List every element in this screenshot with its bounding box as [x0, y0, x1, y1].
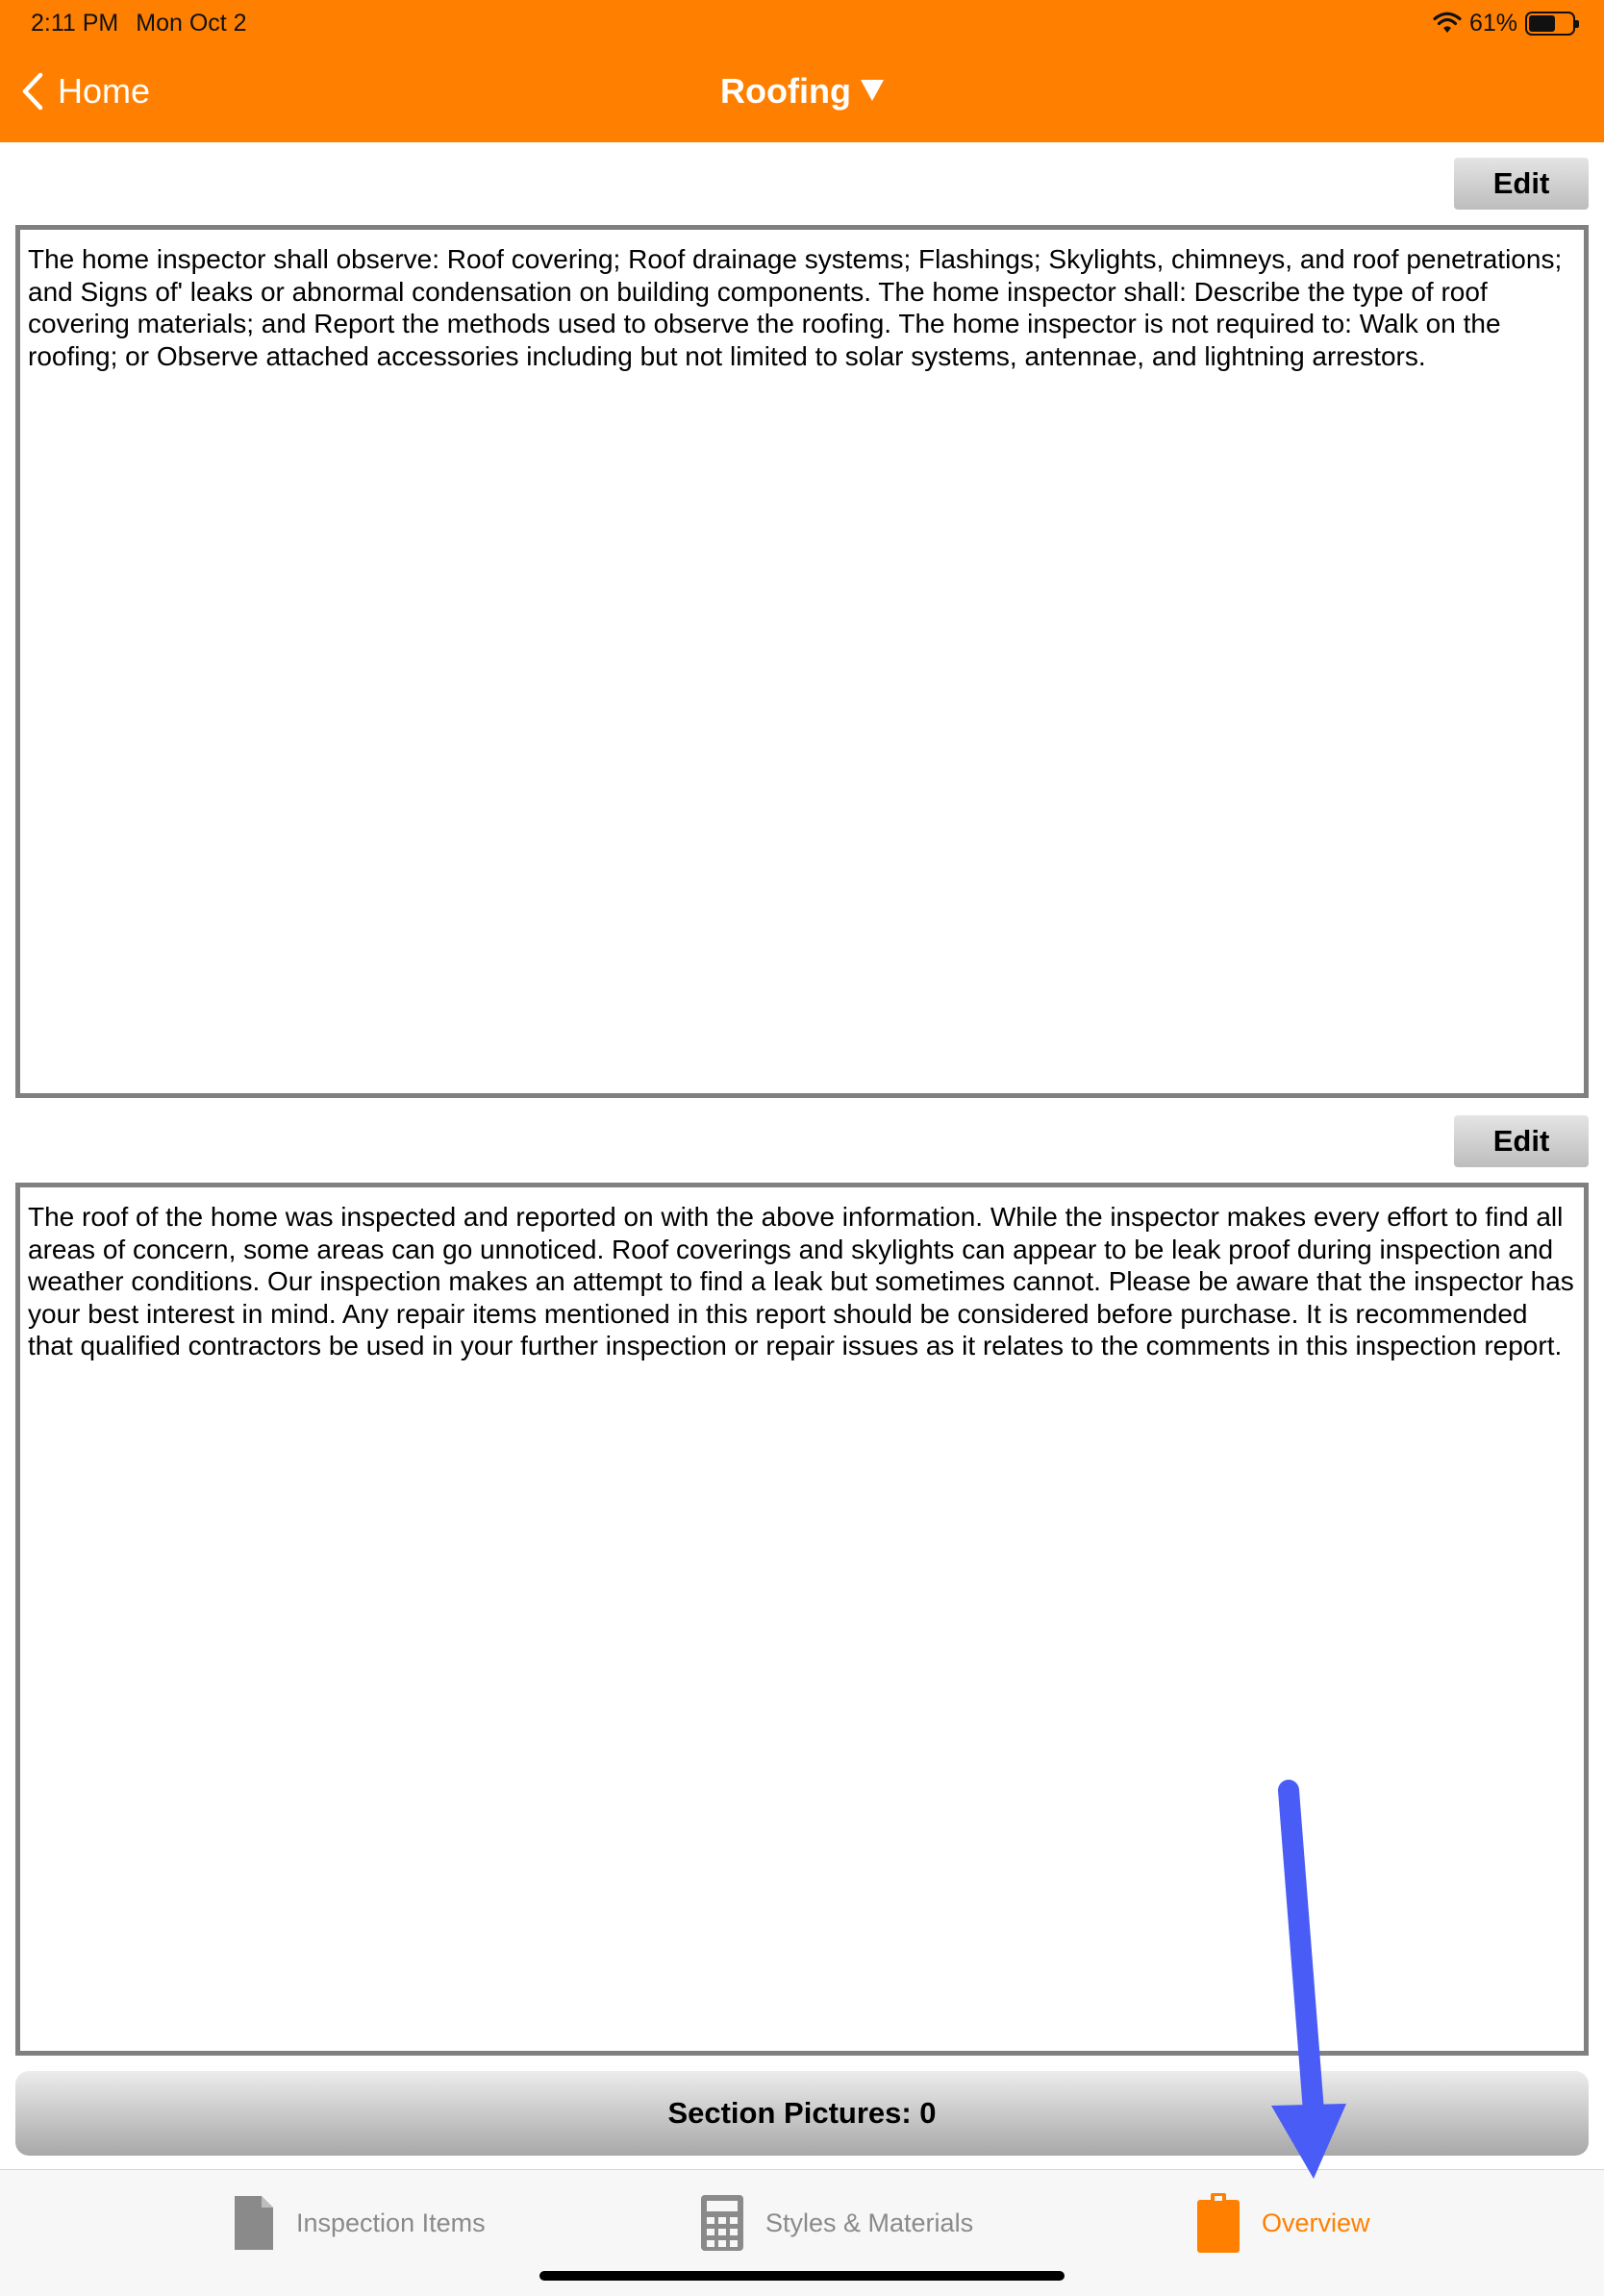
- status-date: Mon Oct 2: [136, 10, 247, 37]
- tab-overview[interactable]: [1196, 2189, 1370, 2257]
- tab-bar: [0, 2169, 1604, 2296]
- caret-down-icon: [861, 80, 884, 101]
- clipboard-icon: [1196, 2192, 1241, 2254]
- comments-text-box[interactable]: [15, 1183, 1589, 2056]
- battery-icon: [1525, 12, 1575, 36]
- status-indicators: [1433, 8, 1575, 38]
- status-clock: 2:11 PM: [31, 10, 119, 37]
- home-indicator: [539, 2271, 1065, 2281]
- standards-text-box[interactable]: [15, 225, 1589, 1098]
- standards-text: The home inspector shall observe: Roof covering; Roof drainage systems; Flashings; Skylights, chimneys, and roof penetrations; and Signs of' leaks or abnormal condensation on building components. The home inspector shall: Describe the type of roof covering materials; and Report the methods used to observe the roofing. The home inspector is not required to: Walk on the roofing; or Observe attached accessories including but not limited to solar systems, antennae, and lightning arrestors.: [28, 244, 1563, 371]
- document-icon: [233, 2194, 275, 2252]
- tab-inspection-items-label: Inspection Items: [296, 2208, 486, 2237]
- wifi-icon: [1433, 12, 1462, 35]
- tab-styles-materials-label: Styles & Materials: [765, 2208, 974, 2237]
- tab-overview-label: Overview: [1262, 2208, 1370, 2237]
- calculator-icon: [700, 2194, 744, 2252]
- top-bar: [0, 0, 1604, 142]
- edit-button-comments[interactable]: Edit: [1454, 1115, 1589, 1167]
- section-title-dropdown[interactable]: [0, 71, 1604, 112]
- page-title: Roofing: [720, 71, 851, 111]
- tab-styles-materials[interactable]: [700, 2189, 973, 2257]
- battery-percent: 61%: [1468, 9, 1517, 37]
- battery-fill: [1529, 15, 1555, 32]
- comments-text: The roof of the home was inspected and reported on with the above information. While the inspector makes every effort to find all areas of concern, some areas can go unnoticed. Roof coverings and skylights can appear to be leak proof during inspection and weather conditions. Our inspection makes an attempt to find a leak but sometimes cannot. Please be aware that the inspector has your best interest in mind. Any repair items mentioned in this report should be considered before purchase. It is recommended that qualified contractors be used in your further inspection or repair issues as it relates to the comments in this inspection report.: [28, 1202, 1574, 1360]
- status-time: [31, 10, 264, 37]
- back-label: Home: [58, 71, 151, 111]
- section-pictures-button[interactable]: Section Pictures: 0: [15, 2071, 1589, 2156]
- tab-inspection-items[interactable]: [233, 2189, 486, 2257]
- edit-button-standards[interactable]: Edit: [1454, 158, 1589, 210]
